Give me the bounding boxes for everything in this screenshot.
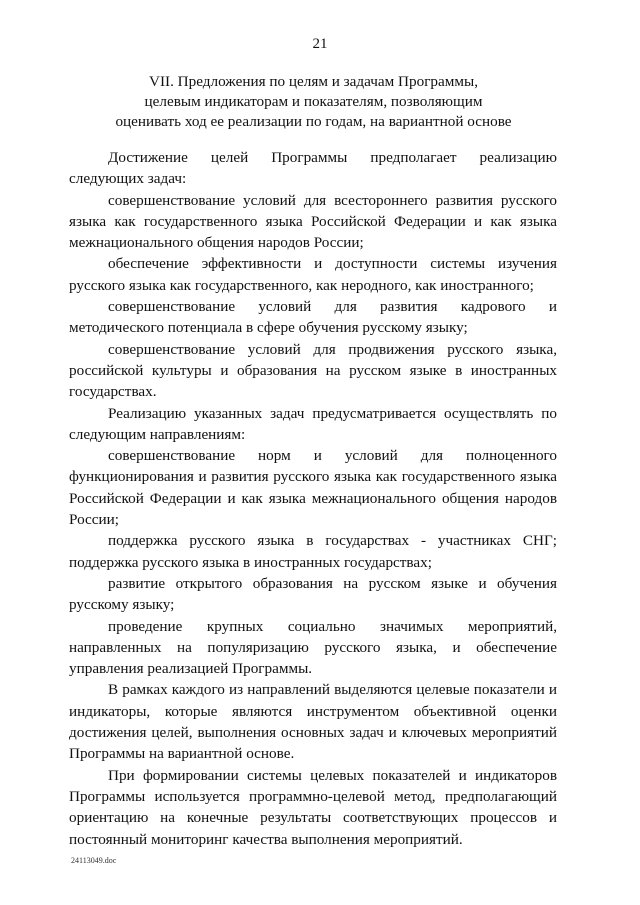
file-name-footer: 24113049.doc bbox=[71, 856, 117, 865]
paragraph: При формировании системы целевых показателей и индикаторов Программы используется программно-целевой метод, предполагающий ориентацию на конечные результаты соответствующих процессов и постоянный мониторинг качества выполнения мероприятий. bbox=[69, 766, 557, 848]
paragraph: поддержка русского языка в государствах - участниках СНГ; поддержка русского языка в иностранных государствах; bbox=[69, 532, 557, 571]
paragraph: совершенствование условий для продвижения русского языка, российской культуры и образования на русском языке в иностранных государствах. bbox=[69, 340, 557, 401]
paragraph: обеспечение эффективности и доступности системы изучения русского языка как государственного, как неродного, как иностранного; bbox=[69, 255, 557, 294]
heading-line: оценивать ход ее реализации по годам, на вариантной основе bbox=[115, 113, 512, 130]
paragraph: совершенствование норм и условий для полноценного функционирования и развития русского языка как государственного языка Российской Федерации и как языка межнационального общения народов России; bbox=[69, 447, 557, 529]
heading-line: целевым индикаторам и показателям, позволяющим bbox=[144, 93, 483, 110]
heading-line: VII. Предложения по целям и задачам Программы, bbox=[149, 73, 478, 90]
body-text bbox=[69, 147, 557, 850]
paragraph: Достижение целей Программы предполагает реализацию следующих задач: bbox=[69, 149, 557, 188]
paragraph: проведение крупных социально значимых мероприятий, направленных на популяризацию русского языка, и обеспечение управления реализацией Программы. bbox=[69, 617, 557, 678]
paragraph: развитие открытого образования на русском языке и обучения русскому языку; bbox=[69, 574, 557, 614]
section-heading bbox=[70, 72, 557, 132]
page-number: 21 bbox=[312, 36, 328, 52]
paragraph: В рамках каждого из направлений выделяются целевые показатели и индикаторы, которые являются инструментом объективной оценки достижения целей, выполнения основных задач и ключевых мероприятий Программы на вариантной основе. bbox=[69, 681, 557, 763]
paragraph: совершенствование условий для развития кадрового и методического потенциала в сфере обучения русскому языку; bbox=[69, 298, 557, 337]
paragraph: Реализацию указанных задач предусматривается осуществлять по следующим направлениям: bbox=[69, 404, 557, 443]
paragraph: совершенствование условий для всестороннего развития русского языка как государственного языка Российской Федерации и как языка межнационального общения народов России; bbox=[69, 191, 557, 252]
